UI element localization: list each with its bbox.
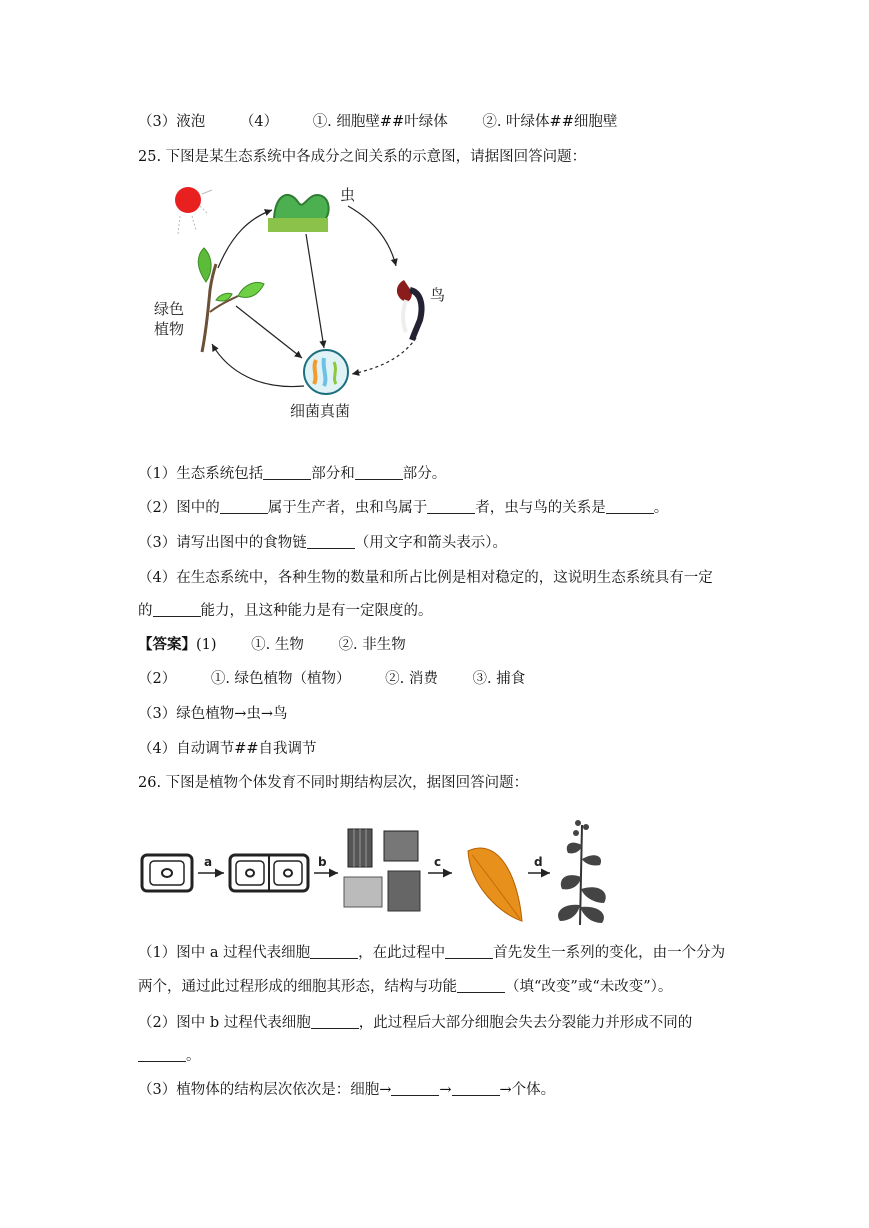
single-cell-icon bbox=[142, 855, 192, 891]
q25-sub1-text-a: （1）生态系统包括 bbox=[138, 466, 264, 482]
arrow-plant-to-insect bbox=[218, 210, 272, 268]
q25-sub4-line1: （4）在生态系统中，各种生物的数量和所占比例是相对稳定的，这说明生态系统具有一定 bbox=[138, 570, 713, 586]
arrow-plant-to-decomposer bbox=[236, 306, 302, 358]
label-plant-line1: 绿色 bbox=[154, 300, 185, 318]
blank bbox=[427, 499, 475, 514]
answer-2-option-3: ③. 捕食 bbox=[472, 671, 526, 687]
q26-sub3-text-c: →个体。 bbox=[499, 1082, 556, 1098]
q25-sub4-text-b: 能力，且这种能力是有一定限度的。 bbox=[200, 603, 433, 619]
answer-1-number: (1) bbox=[196, 637, 217, 653]
label-plant-line2: 植物 bbox=[154, 320, 185, 338]
q26-sub3-text-a: （3）植物体的结构层次依次是：细胞→ bbox=[138, 1082, 392, 1098]
q25-answer-3: （3）绿色植物→虫→鸟 bbox=[138, 706, 288, 722]
blank bbox=[391, 1081, 439, 1096]
plant-development-diagram bbox=[138, 815, 618, 927]
arrow-decomposer-to-plant bbox=[212, 344, 304, 387]
answer-2-option-2: ②. 消费 bbox=[385, 671, 438, 687]
answer-1-option-1: ①. 生物 bbox=[251, 637, 304, 653]
arrow-c-label: c bbox=[434, 855, 442, 869]
q25-sub3-text-b: （用文字和箭头表示）。 bbox=[354, 535, 507, 551]
ecosystem-diagram-svg bbox=[140, 172, 470, 432]
q25-sub2-text-b: 属于生产者，虫和鸟属于 bbox=[267, 500, 428, 516]
q25-sub1-text-b: 部分和 bbox=[311, 466, 355, 482]
q26-sub1-text-a: （1）图中 a 过程代表细胞 bbox=[138, 945, 311, 961]
q25-sub3-text-a: （3）请写出图中的食物链 bbox=[138, 535, 307, 551]
q25-answer-1 bbox=[138, 635, 406, 655]
arrow-d-label: d bbox=[534, 855, 543, 869]
q25-answer-2 bbox=[138, 669, 525, 689]
q25-sub1 bbox=[138, 464, 446, 484]
q25-sub3 bbox=[138, 533, 507, 553]
blank bbox=[220, 499, 268, 514]
q25-sub1-text-c: 部分。 bbox=[402, 466, 447, 482]
q25-sub4-line2 bbox=[138, 601, 433, 621]
q25-sub2-text-d: 。 bbox=[653, 500, 669, 516]
q26-sub1-text-b: ，在此过程中 bbox=[358, 945, 446, 961]
q26-sub1-line2 bbox=[138, 977, 672, 997]
q24-option-1: ①. 细胞壁##叶绿体 bbox=[312, 114, 448, 130]
two-cells-icon bbox=[230, 855, 308, 891]
blank bbox=[355, 465, 403, 480]
blank bbox=[452, 1081, 500, 1096]
label-insect: 虫 bbox=[340, 186, 356, 204]
q26-sub3-text-b: → bbox=[439, 1082, 452, 1098]
plant-development-svg bbox=[138, 815, 618, 927]
blank bbox=[457, 978, 505, 993]
label-bird: 鸟 bbox=[430, 286, 446, 304]
leaf-organ-icon bbox=[468, 848, 522, 921]
blank bbox=[606, 499, 654, 514]
arrow-b-label: b bbox=[318, 855, 327, 869]
arrow-insect-to-decomposer bbox=[306, 234, 324, 348]
q26-sub2-line2 bbox=[138, 1046, 201, 1066]
answer-2-option-1: ①. 绿色植物（植物） bbox=[210, 671, 351, 687]
answer-1-option-2: ②. 非生物 bbox=[338, 637, 406, 653]
q26-sub1-line2-text-b: （填“改变”或“未改变”）。 bbox=[505, 979, 673, 995]
whole-plant-icon bbox=[558, 820, 606, 925]
ecosystem-diagram bbox=[140, 172, 470, 432]
arrow-bird-to-decomposer bbox=[352, 338, 416, 374]
answer-label: 【答案】 bbox=[138, 636, 196, 653]
q26-sub3 bbox=[138, 1080, 555, 1100]
q26-sub1-line1 bbox=[138, 943, 725, 963]
q25-stem: 25. 下图是某生态系统中各成分之间关系的示意图，请据图回答问题： bbox=[138, 149, 587, 165]
q25-answer-4: （4）自动调节##自我调节 bbox=[138, 741, 317, 757]
answer-2-number: （2） bbox=[138, 671, 177, 687]
bacteria-fungi-icon bbox=[304, 350, 348, 394]
q24-option-2: ②. 叶绿体##细胞壁 bbox=[482, 114, 618, 130]
q26-sub2-line1 bbox=[138, 1013, 692, 1033]
blank bbox=[310, 944, 358, 959]
blank bbox=[445, 944, 493, 959]
q26-sub1-line2-text-a: 两个，通过此过程形成的细胞其形态，结构与功能 bbox=[138, 979, 457, 995]
q24-part4: （4） bbox=[239, 114, 279, 130]
q25-sub2-text-c: 者，虫与鸟的关系是 bbox=[475, 500, 606, 516]
arrow-insect-to-bird bbox=[348, 206, 396, 266]
blank bbox=[138, 1047, 186, 1062]
arrow-a-label: a bbox=[204, 855, 213, 869]
q26-sub2-text-a: （2）图中 b 过程代表细胞 bbox=[138, 1015, 311, 1031]
q26-stem: 26. 下图是植物个体发育不同时期结构层次，据图回答问题： bbox=[138, 775, 529, 791]
label-decomposer: 细菌真菌 bbox=[290, 402, 351, 420]
blank bbox=[263, 465, 311, 480]
q24-part3: （3）液泡 bbox=[138, 114, 206, 130]
q26-sub1-text-c: 首先发生一系列的变化，由一个分为 bbox=[493, 945, 726, 961]
q24-answer-line bbox=[138, 112, 617, 132]
q25-sub4-text-a: 的 bbox=[138, 603, 153, 619]
blank bbox=[153, 602, 201, 617]
blank bbox=[307, 534, 355, 549]
blank bbox=[311, 1014, 359, 1029]
bird-icon bbox=[397, 280, 422, 340]
q25-sub2-text-a: （2）图中的 bbox=[138, 500, 220, 516]
q26-sub2-text-b: ，此过程后大部分细胞会失去分裂能力并形成不同的 bbox=[358, 1015, 693, 1031]
plant-icon bbox=[198, 248, 264, 352]
q25-sub2 bbox=[138, 498, 668, 518]
caterpillar-icon bbox=[268, 195, 329, 232]
tissues-icon bbox=[344, 829, 420, 911]
q26-sub2-line2-text: 。 bbox=[186, 1048, 201, 1064]
sun-icon bbox=[175, 187, 212, 234]
